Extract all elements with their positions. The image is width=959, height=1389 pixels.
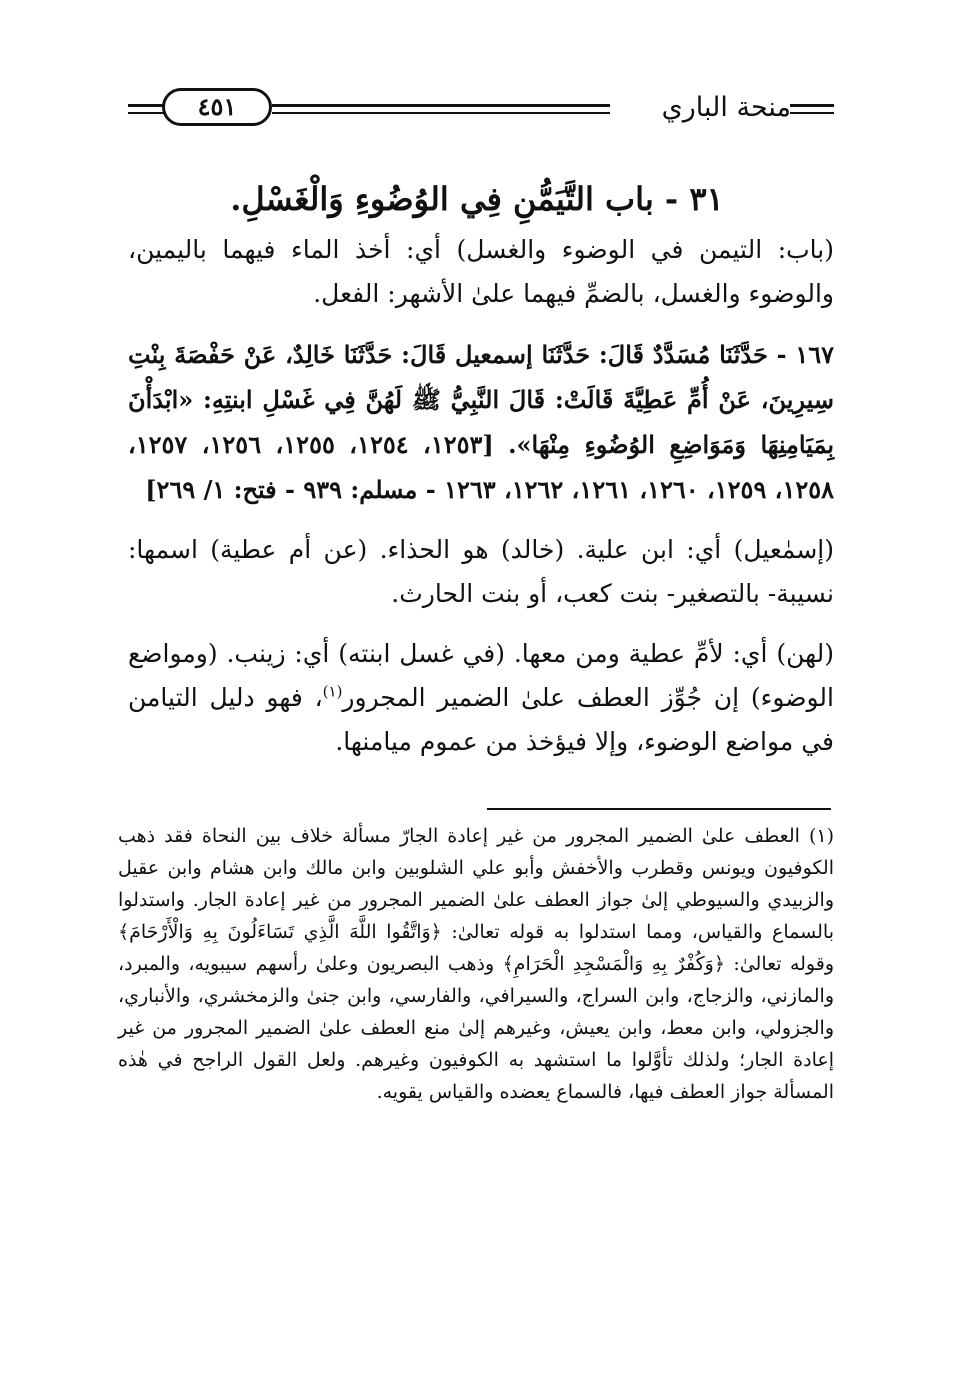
commentary-paragraph-3-part1: (لهن) أي: لأمِّ عطية ومن معها. (في غسل ابنته) أي: زينب. (ومواضع الوضوء) إن جُوِّز العطف علىٰ الضمير المجرور xyxy=(128,639,834,712)
running-header-title: منحة الباري xyxy=(661,92,791,123)
commentary-paragraph-3-part2: ، فهو دليل التيامن في مواضع الوضوء، وإلا فيؤخذ من عموم ميامنها. xyxy=(128,683,834,756)
header-rule-left xyxy=(128,104,164,107)
hadith-text: ١٦٧ - حَدَّثَنَا مُسَدَّدٌ قَالَ: حَدَّثَنَا إسمعيل قَالَ: حَدَّثَنَا خَالِدٌ، عَنْ حَفْصَةَ بِنْتِ سِيرِينَ، عَنْ أُمِّ عَطِيَّةَ قَالَتْ: قَالَ النَّبِيُّ ﷺ لَهُنَّ فِي غَسْلِ ابنتِهِ: «ابْدَأْنَ بِمَيَامِنِهَا وَمَوَاضِعِ الوُضُوءِ مِنْهَا». [١٢٥٣، ١٢٥٤، ١٢٥٥، ١٢٥٦، ١٢٥٧، ١٢٥٨، ١٢٥٩، ١٢٦٠، ١٢٦١، ١٢٦٢، ١٢٦٣ - مسلم: ٩٣٩ - فتح: ١/ ٢٦٩] xyxy=(128,340,835,504)
header-rule-right-lower xyxy=(790,112,834,114)
header-rule-left-lower xyxy=(128,112,164,114)
commentary-paragraph-2: (إسمٰعيل) أي: ابن علية. (خالد) هو الحذاء. (عن أم عطية) اسمها: نسيبة- بالتصغير- بنت كعب، أو بنت الحارث. xyxy=(128,535,834,608)
page-number: ٤٥١ xyxy=(162,88,272,126)
footnote-reference: (١) xyxy=(322,682,343,701)
commentary-paragraph-3 xyxy=(128,632,834,764)
footnote xyxy=(118,820,834,1108)
footnote-number: (١) xyxy=(808,825,834,847)
chapter-heading: ٣١ - باب التَّيَمُّنِ فِي الوُضُوءِ وَالْغَسْلِ. xyxy=(230,180,724,218)
commentary-paragraph-1: (باب: التيمن في الوضوء والغسل) أي: أخذ الماء فيهما باليمين، والوضوء والغسل، بالضمِّ فيهما علىٰ الأشهر: الفعل. xyxy=(128,235,834,308)
header-rule-center-lower xyxy=(272,112,610,114)
footnote-separator xyxy=(487,808,831,810)
header-rule-right xyxy=(790,104,834,107)
header-rule-center xyxy=(272,104,610,107)
footnote-text: العطف علىٰ الضمير المجرور من غير إعادة الجارّ مسألة خلاف بين النحاة فقد ذهب الكوفيون ويونس وقطرب والأخفش وأبو علي الشلوبين وابن مالك وابن هشام وابن عقيل والزبيدي والسيوطي إلىٰ جواز العطف علىٰ الضمير المجرور من غير إعادة الجار. واستدلوا بالسماع والقياس، ومما استدلوا به قوله تعالىٰ: ﴿وَاتَّقُوا اللَّهَ الَّذِي تَسَاءَلُونَ بِهِ وَالْأَرْحَامَ﴾ وقوله تعالىٰ: ﴿وَكُفْرٌ بِهِ وَالْمَسْجِدِ الْحَرَامِ﴾ وذهب البصريون وعلىٰ رأسهم سيبويه، والمبرد، والمازني، والزجاج، وابن السراج، والسيرافي، والفارسي، وابن جنىٰ والزمخشري، والأنباري، والجزولي، وابن معط، وابن يعيش، وغيرهم إلىٰ منع العطف علىٰ الضمير المجرور من غير إعادة الجار؛ ولذلك تأوَّلوا ما استشهد به الكوفيون وغيرهم. ولعل القول الراجح في هٰذه المسألة جواز العطف فيها، فالسماع يعضده والقياس يقويه. xyxy=(118,825,834,1103)
